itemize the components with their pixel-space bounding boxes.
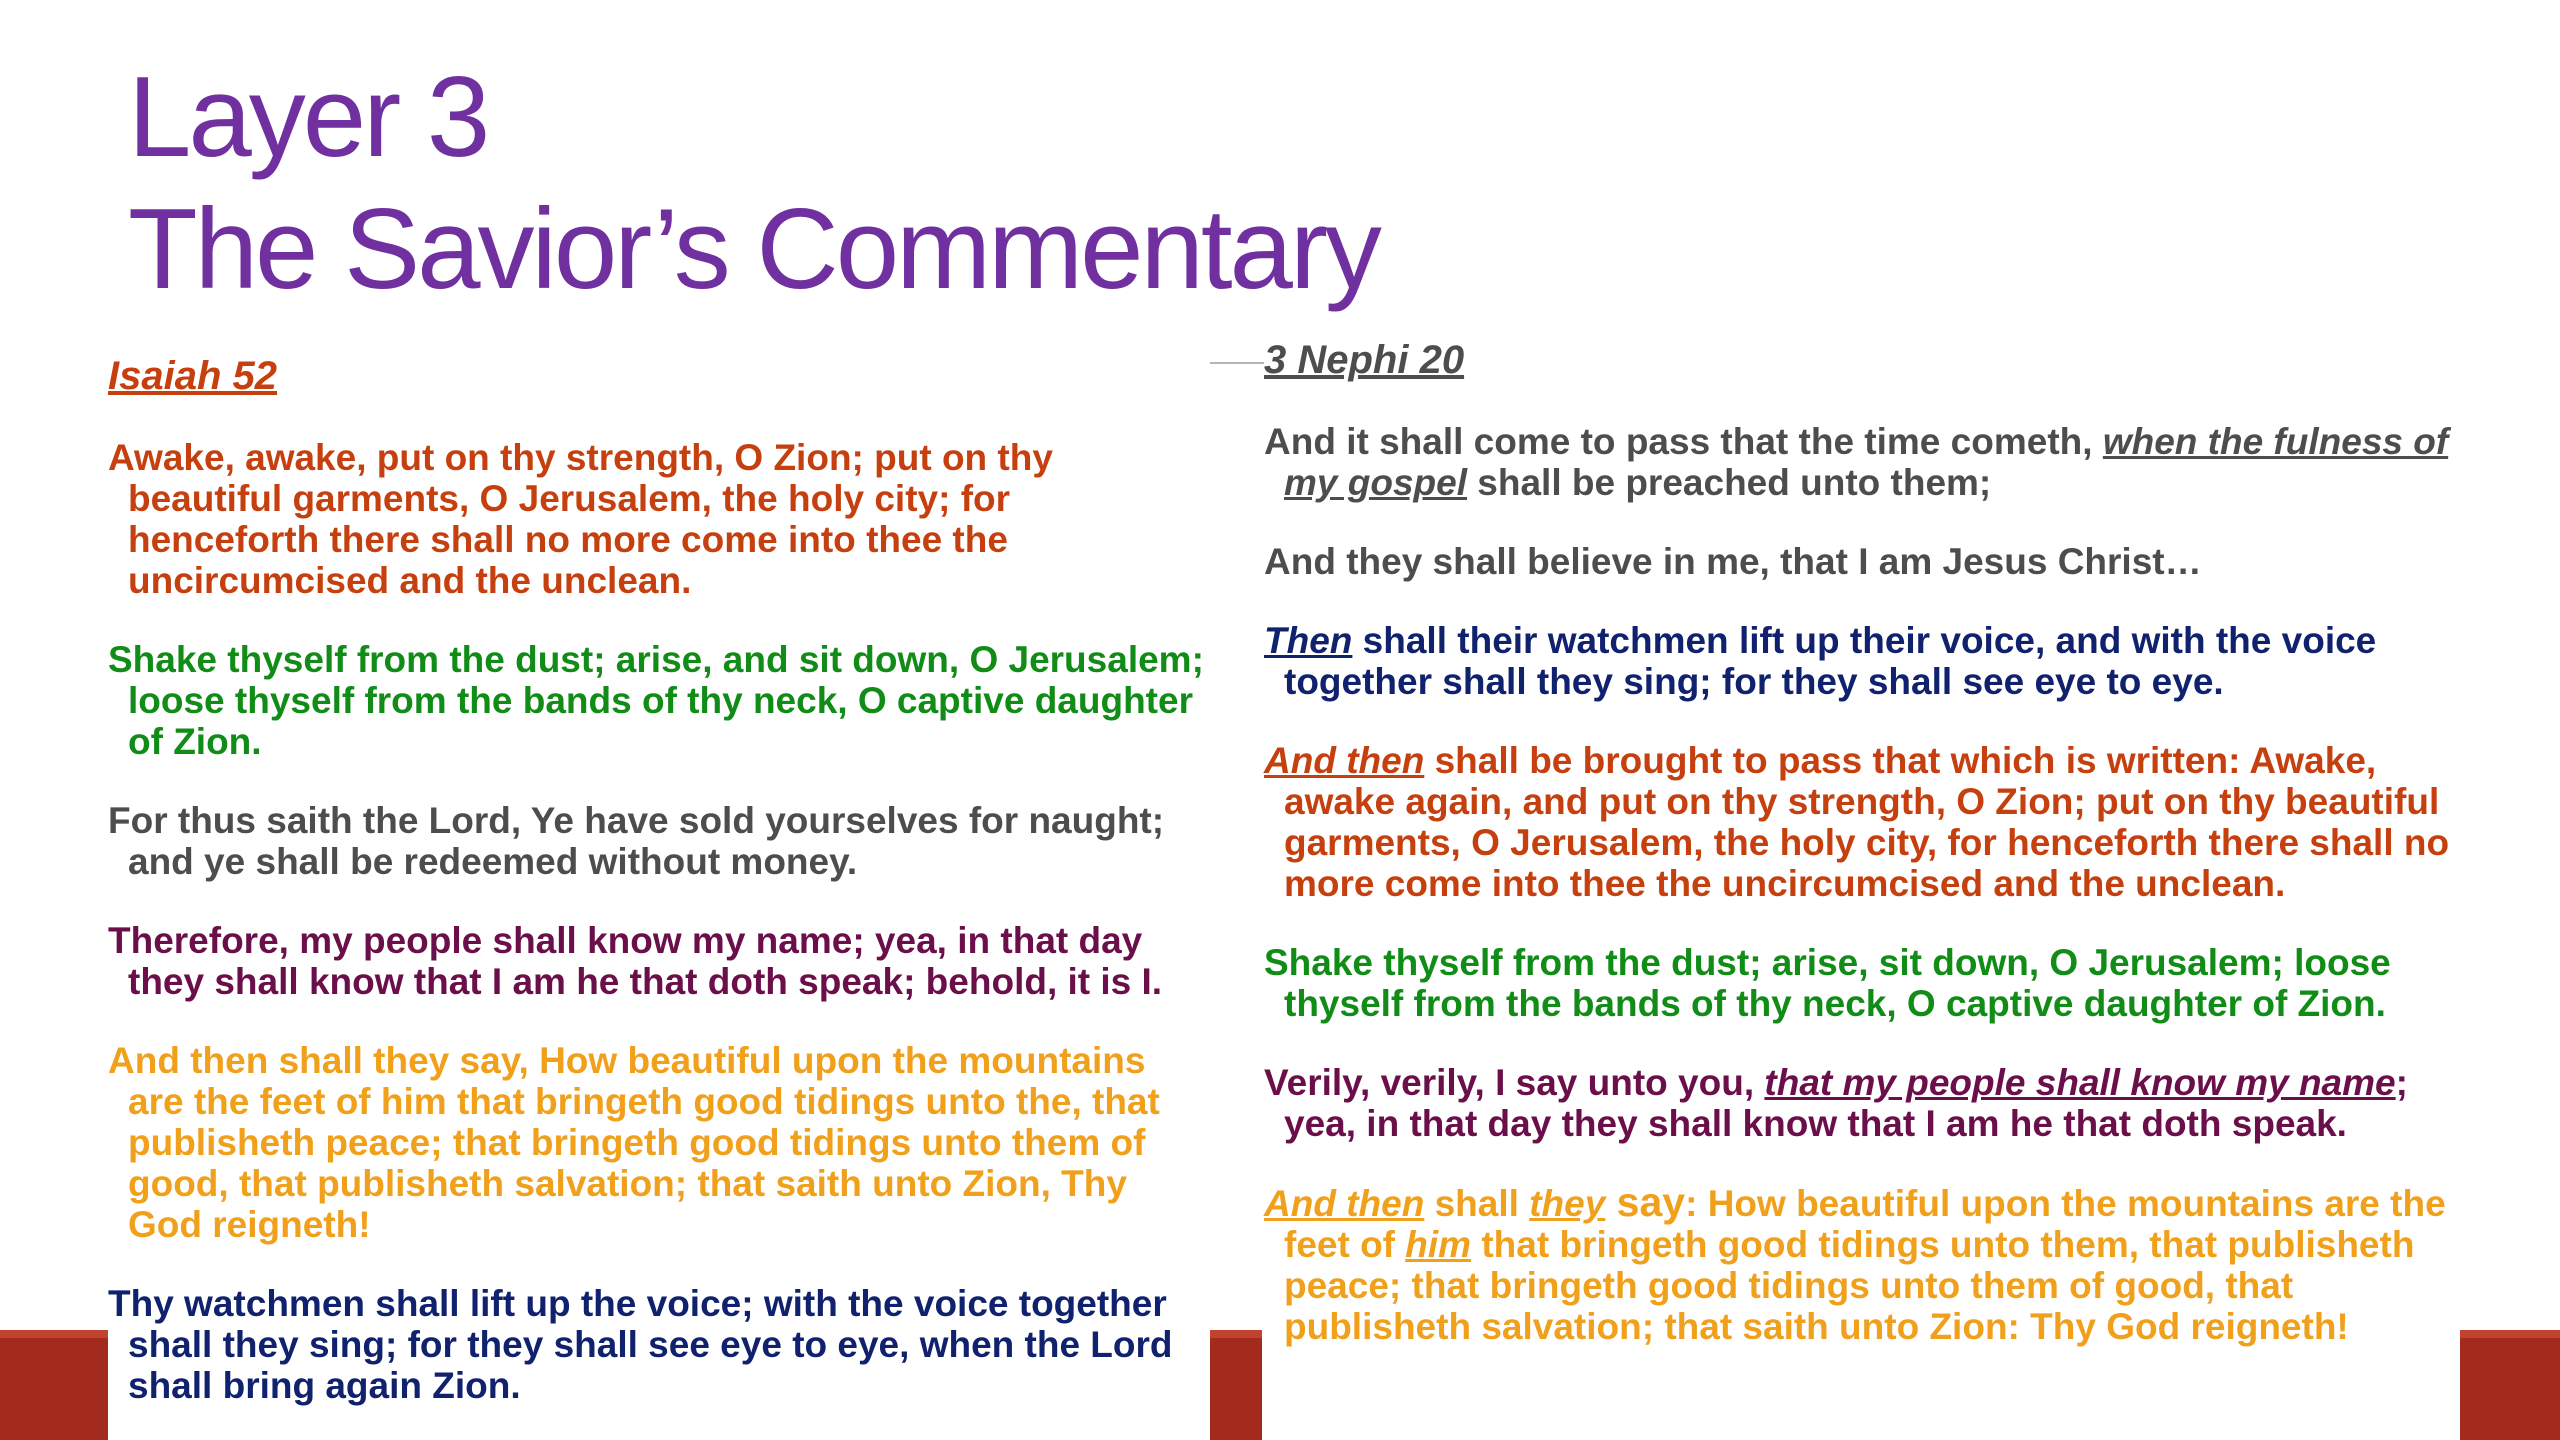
isaiah-column <box>108 356 1206 1440</box>
nephi-verse-1-emphasis: when the fulness of my gospel <box>1284 421 2449 503</box>
isaiah-verse-6: Thy watchmen shall lift up the voice; with the voice together shall they sing; for they shall see eye to eye, when the Lord shall bring again Zion. <box>108 1283 1173 1406</box>
nephi-verse-7-text-1: shall <box>1424 1183 1530 1224</box>
nephi-verse-2: And they shall believe in me, that I am Jesus Christ… <box>1264 541 2202 582</box>
nephi-verse-6 <box>1264 1062 2460 1144</box>
slide-title <box>128 52 1379 316</box>
nephi-verse-7-emphasis-3: him <box>1405 1224 1472 1265</box>
nephi-verse-1-text-end: shall be preached unto them; <box>1467 462 1992 503</box>
nephi-column <box>1264 340 2460 1385</box>
nephi-verse-7-emphasis-1: And then <box>1264 1183 1425 1224</box>
nephi-verse-7 <box>1264 1179 2460 1347</box>
nephi-verse-6-emphasis: that my people shall know my name <box>1764 1062 2396 1103</box>
accent-bar-left <box>0 1338 108 1440</box>
accent-bar-middle <box>1210 1338 1262 1440</box>
isaiah-verse-2: Shake thyself from the dust; arise, and sit down, O Jerusalem; loose thyself from the bands of thy neck, O captive daughter of Zion. <box>108 639 1204 762</box>
isaiah-verse-1: Awake, awake, put on thy strength, O Zion; put on thy beautiful garments, O Jerusalem, the holy city; for henceforth there shall no more come into thee the uncircumcised and the unclean. <box>108 437 1053 601</box>
nephi-verse-7-text-2: : How beautiful upon the mountains are the feet of <box>1284 1183 2446 1265</box>
nephi-verse-4-text: shall be brought to pass that which is written: Awake, awake again, and put on thy strength, O Zion; put on thy beautiful garments, O Jerusalem, the holy city, for henceforth there shall no more come into thee the uncircumcised and the unclean. <box>1284 740 2450 904</box>
nephi-verse-6-text-end: ; yea, in that day they shall know that I am he that doth speak. <box>1284 1062 2408 1144</box>
isaiah-verse-4: Therefore, my people shall know my name; yea, in that day they shall know that I am he that doth speak; behold, it is I. <box>108 920 1163 1002</box>
nephi-verse-1-text: And it shall come to pass that the time cometh, <box>1264 421 2103 462</box>
title-line-2: The Savior’s Commentary <box>128 186 1379 313</box>
nephi-verse-4 <box>1264 740 2460 904</box>
nephi-heading: 3 Nephi 20 <box>1264 338 1465 382</box>
nephi-verse-7-emphasis-2: they <box>1529 1183 1606 1224</box>
nephi-verse-3 <box>1264 620 2460 702</box>
nephi-verse-3-emphasis: Then <box>1264 620 1353 661</box>
nephi-verse-4-emphasis: And then <box>1264 740 1425 781</box>
connector-line <box>1210 362 1264 364</box>
isaiah-verse-3: For thus saith the Lord, Ye have sold yourselves for naught; and ye shall be redeemed without money. <box>108 800 1165 882</box>
nephi-verse-1 <box>1264 421 2460 503</box>
accent-bar-right <box>2460 1338 2560 1440</box>
isaiah-heading: Isaiah 52 <box>108 354 278 398</box>
nephi-verse-3-text: shall their watchmen lift up their voice, and with the voice together shall they sing; for they shall see eye to eye. <box>1284 620 2377 702</box>
nephi-verse-7-text-3: that bringeth good tidings unto them, that publisheth peace; that bringeth good tidings unto them of good, that publisheth salvation; that saith unto Zion: Thy God reigneth! <box>1284 1224 2415 1347</box>
title-line-1: Layer 3 <box>128 54 488 181</box>
isaiah-verse-5: And then shall they say, How beautiful upon the mountains are the feet of him that bringeth good tidings unto the, that publisheth peace; that bringeth good tidings unto them of good, that publisheth salvation; that saith unto Zion, Thy God reigneth! <box>108 1040 1160 1245</box>
nephi-verse-5: Shake thyself from the dust; arise, sit down, O Jerusalem; loose thyself from the bands of thy neck, O captive daughter of Zion. <box>1264 942 2391 1024</box>
nephi-verse-7-say: say <box>1605 1179 1686 1225</box>
nephi-verse-6-text: Verily, verily, I say unto you, <box>1264 1062 1765 1103</box>
